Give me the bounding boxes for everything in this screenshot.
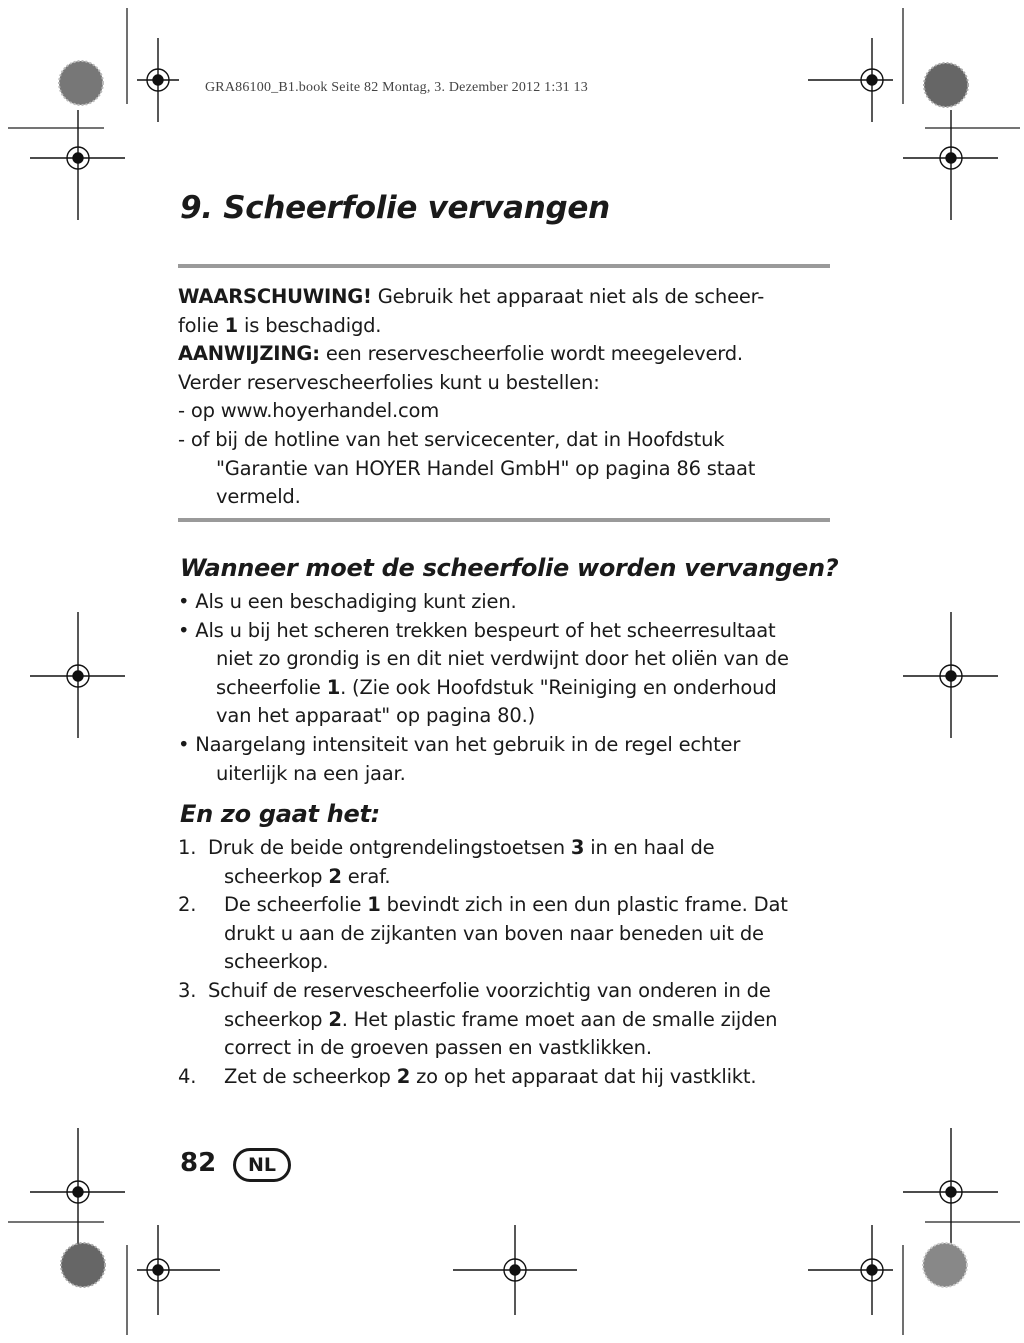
list-item-cont bbox=[178, 674, 833, 703]
step-number: 2. bbox=[178, 893, 197, 917]
step-1 bbox=[178, 834, 833, 863]
list-item-cont: niet zo grondig is en dit niet verdwijnt door het oliën van de bbox=[216, 647, 789, 671]
warning-label: WAARSCHUWING! bbox=[178, 285, 372, 308]
part-ref-3: 3 bbox=[570, 836, 585, 859]
text-span: scheerfolie bbox=[216, 675, 327, 699]
warning-text-2b: is beschadigd. bbox=[238, 313, 382, 337]
order-option-2-end: vermeld. bbox=[216, 485, 301, 509]
order-option-2-cont: "Garantie van HOYER Handel GmbH" op pagina 86 staat bbox=[216, 456, 756, 480]
list-item: • Als u bij het scheren trekken bespeurt of het scheerresultaat bbox=[178, 618, 776, 642]
divider-bottom bbox=[178, 518, 830, 522]
text-span: zo op het apparaat dat hij vastklikt. bbox=[410, 1064, 757, 1088]
part-ref-1: 1 bbox=[367, 893, 381, 917]
text-span: scheerkop bbox=[224, 1007, 329, 1031]
when-list bbox=[178, 588, 833, 788]
steps-list bbox=[178, 834, 833, 1091]
text-span: in en haal de bbox=[584, 836, 715, 859]
order-line: Verder reservescheerfolies kunt u bestellen: bbox=[178, 370, 600, 394]
text-span: Zet de scheerkop bbox=[224, 1064, 397, 1088]
page-number: 82 bbox=[180, 1148, 217, 1178]
step-3-cont bbox=[178, 1006, 833, 1035]
step-2 bbox=[178, 891, 833, 920]
list-item: • Als u een beschadiging kunt zien. bbox=[178, 590, 517, 613]
notice-box bbox=[178, 283, 833, 512]
text-span: scheerkop bbox=[224, 864, 329, 888]
step-1-cont bbox=[178, 863, 833, 892]
part-ref-2: 2 bbox=[396, 1064, 411, 1088]
part-ref-2: 2 bbox=[328, 864, 342, 888]
text-span: . (Zie ook Hoofdstuk "Reiniging en onderhoud bbox=[340, 675, 777, 699]
text-span: Schuif de reservescheerfolie voorzichtig van onderen in de bbox=[208, 978, 771, 1002]
list-item-cont: uiterlijk na een jaar. bbox=[216, 761, 406, 785]
order-option-2: - of bij de hotline van het servicecenter, dat in Hoofdstuk bbox=[178, 427, 725, 451]
warning-line-2 bbox=[178, 312, 833, 341]
part-ref-1: 1 bbox=[224, 313, 239, 337]
step-2-end: scheerkop. bbox=[224, 950, 329, 974]
step-4 bbox=[178, 1063, 833, 1092]
page-title: 9. Scheerfolie vervangen bbox=[180, 190, 610, 226]
order-option-1: - op www.hoyerhandel.com bbox=[178, 399, 440, 423]
step-number: 1. bbox=[178, 836, 197, 859]
part-ref-1: 1 bbox=[326, 675, 341, 699]
divider-top bbox=[178, 264, 830, 268]
part-ref-2: 2 bbox=[328, 1007, 342, 1031]
text-span: . Het plastic frame moet aan de smalle zijden bbox=[341, 1007, 778, 1031]
text-span: eraf. bbox=[341, 864, 391, 888]
warning-text-2a: folie bbox=[178, 313, 225, 337]
list-item: • Naargelang intensiteit van het gebruik in de regel echter bbox=[178, 732, 741, 756]
text-span: Druk de beide ontgrendelingstoetsen bbox=[208, 836, 571, 859]
section-heading-how: En zo gaat het: bbox=[180, 800, 380, 828]
hint-line bbox=[178, 340, 833, 369]
list-item-cont: van het apparaat" op pagina 80.) bbox=[216, 704, 535, 728]
text-span: bevindt zich in een dun plastic frame. Dat bbox=[380, 893, 788, 917]
text-span: De scheerfolie bbox=[224, 893, 368, 917]
section-heading-when: Wanneer moet de scheerfolie worden vervangen? bbox=[180, 554, 839, 582]
warning-text: Gebruik het apparaat niet als de scheer- bbox=[371, 285, 765, 308]
book-header: GRA86100_B1.book Seite 82 Montag, 3. Dezember 2012 1:31 13 bbox=[205, 80, 588, 95]
step-number: 3. bbox=[178, 978, 197, 1002]
language-badge bbox=[233, 1148, 291, 1182]
hint-text: een reservescheerfolie wordt meegeleverd. bbox=[319, 342, 743, 366]
warning-line-1 bbox=[178, 283, 833, 312]
step-2-cont: drukt u aan de zijkanten van boven naar beneden uit de bbox=[224, 921, 764, 945]
step-3-end: correct in de groeven passen en vastklikken. bbox=[224, 1036, 652, 1060]
step-3 bbox=[178, 977, 833, 1006]
hint-label: AANWIJZING: bbox=[178, 342, 320, 366]
step-number: 4. bbox=[178, 1064, 197, 1088]
language-badge-label: NL bbox=[247, 1154, 276, 1176]
